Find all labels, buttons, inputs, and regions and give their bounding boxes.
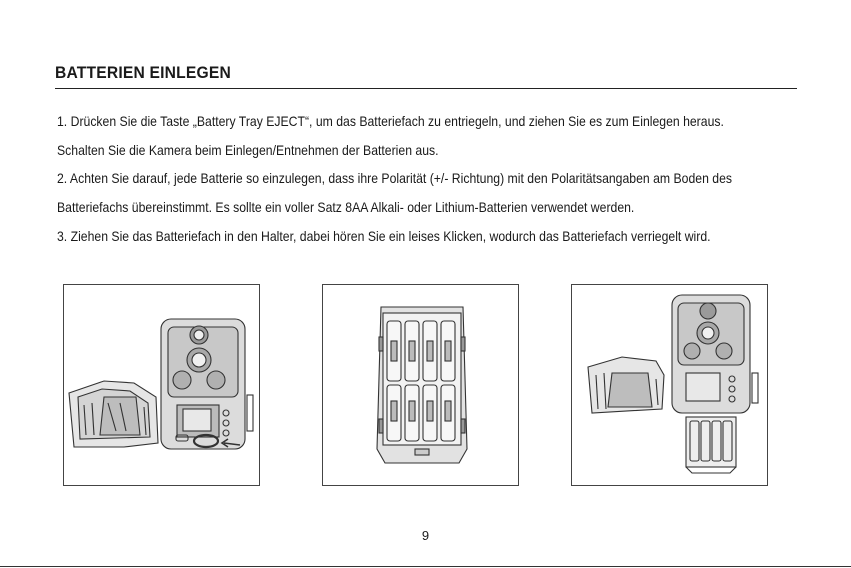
instruction-line-2: Schalten Sie die Kamera beim Einlegen/Entnehmen der Batterien aus. bbox=[57, 143, 439, 158]
instruction-line-4: Batteriefachs übereinstimmt. Es sollte ein voller Satz 8AA Alkali- oder Lithium-Batterien verwendet werden. bbox=[57, 200, 635, 215]
camera-open-eject-illustration bbox=[63, 284, 260, 486]
page-number: 9 bbox=[421, 528, 430, 543]
camera-tray-inserted-illustration bbox=[571, 284, 768, 486]
instruction-line-1: 1. Drücken Sie die Taste „Battery Tray EJECT“, um das Batteriefach zu entriegeln, und ziehen Sie es zum Einlegen heraus. bbox=[57, 114, 724, 129]
footer-divider bbox=[0, 566, 851, 567]
page-heading: BATTERIEN EINLEGEN bbox=[55, 63, 231, 82]
battery-tray-illustration bbox=[322, 284, 519, 486]
instruction-line-3: 2. Achten Sie darauf, jede Batterie so einzulegen, dass ihre Polarität (+/- Richtung) mit den Polaritätsangaben am Boden des bbox=[57, 171, 732, 186]
heading-divider bbox=[55, 88, 797, 89]
instruction-line-5: 3. Ziehen Sie das Batteriefach in den Halter, dabei hören Sie ein leises Klicken, wodurch das Batteriefach verriegelt wird. bbox=[57, 229, 711, 244]
